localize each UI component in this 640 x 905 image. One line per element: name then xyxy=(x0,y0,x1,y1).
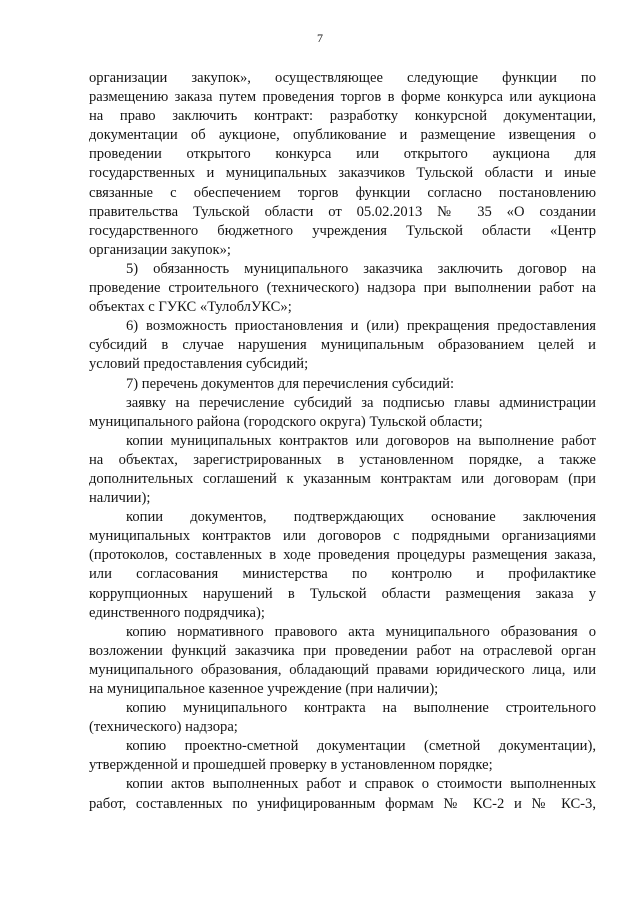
text-line: муниципального района (городского округа) Тульской области; xyxy=(89,413,483,430)
text-line: (протоколов, составленных в ходе проведения процедуры размещения заказа, xyxy=(89,547,596,564)
text-line: возложении функций заказчика при проведении работ на отраслевой орган xyxy=(89,642,596,659)
text-line: государственных и муниципальных заказчиков Тульской области и иные xyxy=(89,165,596,182)
text-line: копию нормативного правового акта муниципального образования о xyxy=(126,623,596,640)
text-line: работ, составленных по унифицированным формам № КС-2 и № КС-3, xyxy=(89,795,596,812)
text-line: 7) перечень документов для перечисления субсидий: xyxy=(126,375,455,392)
page-number: 7 xyxy=(317,31,323,45)
text-line: субсидий в случае нарушения муниципальным образованием целей и xyxy=(89,337,596,354)
text-line: дополнительных соглашений к указанным контрактам или договорам (при xyxy=(89,470,596,487)
text-line: связанные с обеспечением торгов функции согласно постановлению xyxy=(89,184,596,201)
text-line: организации закупок»; xyxy=(89,241,231,258)
text-line: проведении открытого конкурса или открытого аукциона для xyxy=(89,146,596,163)
text-line: наличии); xyxy=(89,490,151,507)
text-line: на объектах, зарегистрированных в установленном порядке, а также xyxy=(89,451,596,468)
text-line: единственного подрядчика); xyxy=(89,604,265,621)
text-line: копию муниципального контракта на выполнение строительного xyxy=(126,700,596,717)
text-line: утвержденной и прошедшей проверку в установленном порядке; xyxy=(89,757,493,774)
text-line: копии муниципальных контрактов или договоров на выполнение работ xyxy=(126,432,596,449)
text-line: объектах с ГУКС «ТулоблУКС»; xyxy=(89,299,292,316)
text-line: организации закупок», осуществляющее следующие функции по xyxy=(89,70,596,86)
text-line: правительства Тульской области от 05.02.2013 № 35 «О создании xyxy=(89,203,596,220)
text-line: муниципального образования, обладающий правами юридического лица, или xyxy=(89,661,596,678)
text-line: 6) возможность приостановления и (или) прекращения предоставления xyxy=(126,318,596,335)
text-line: коррупционных нарушений в Тульской области размещения заказа у xyxy=(89,585,596,602)
text-line: 5) обязанность муниципального заказчика заключить договор на xyxy=(126,260,596,277)
text-line: размещению заказа путем проведения торгов в форме конкурса или аукциона xyxy=(89,89,596,106)
text-line: проведение строительного (технического) надзора при выполнении работ на xyxy=(89,280,596,297)
text-line: или согласования министерства по контролю и профилактике xyxy=(89,566,596,583)
text-line: документации об аукционе, опубликование и размещение извещения о xyxy=(89,127,596,144)
text-line: копию проектно-сметной документации (сметной документации), xyxy=(126,738,596,755)
text-line: на муниципальное казенное учреждение (при наличии); xyxy=(89,681,439,697)
text-line: заявку на перечисление субсидий за подписью главы администрации xyxy=(126,394,596,411)
text-line: копии документов, подтверждающих основание заключения xyxy=(126,509,596,526)
text-line: (технического) надзора; xyxy=(89,719,238,736)
text-line: на право заключить контракт: разработку конкурсной документации, xyxy=(89,108,596,125)
body-text xyxy=(89,69,596,814)
text-line: условий предоставления субсидий; xyxy=(89,356,309,373)
text-line: муниципальных контрактов или договоров с подрядными организациями xyxy=(89,528,596,545)
text-line: государственного бюджетного учреждения Тульской области «Центр xyxy=(89,222,596,239)
text-line: копии актов выполненных работ и справок о стоимости выполненных xyxy=(126,776,596,793)
